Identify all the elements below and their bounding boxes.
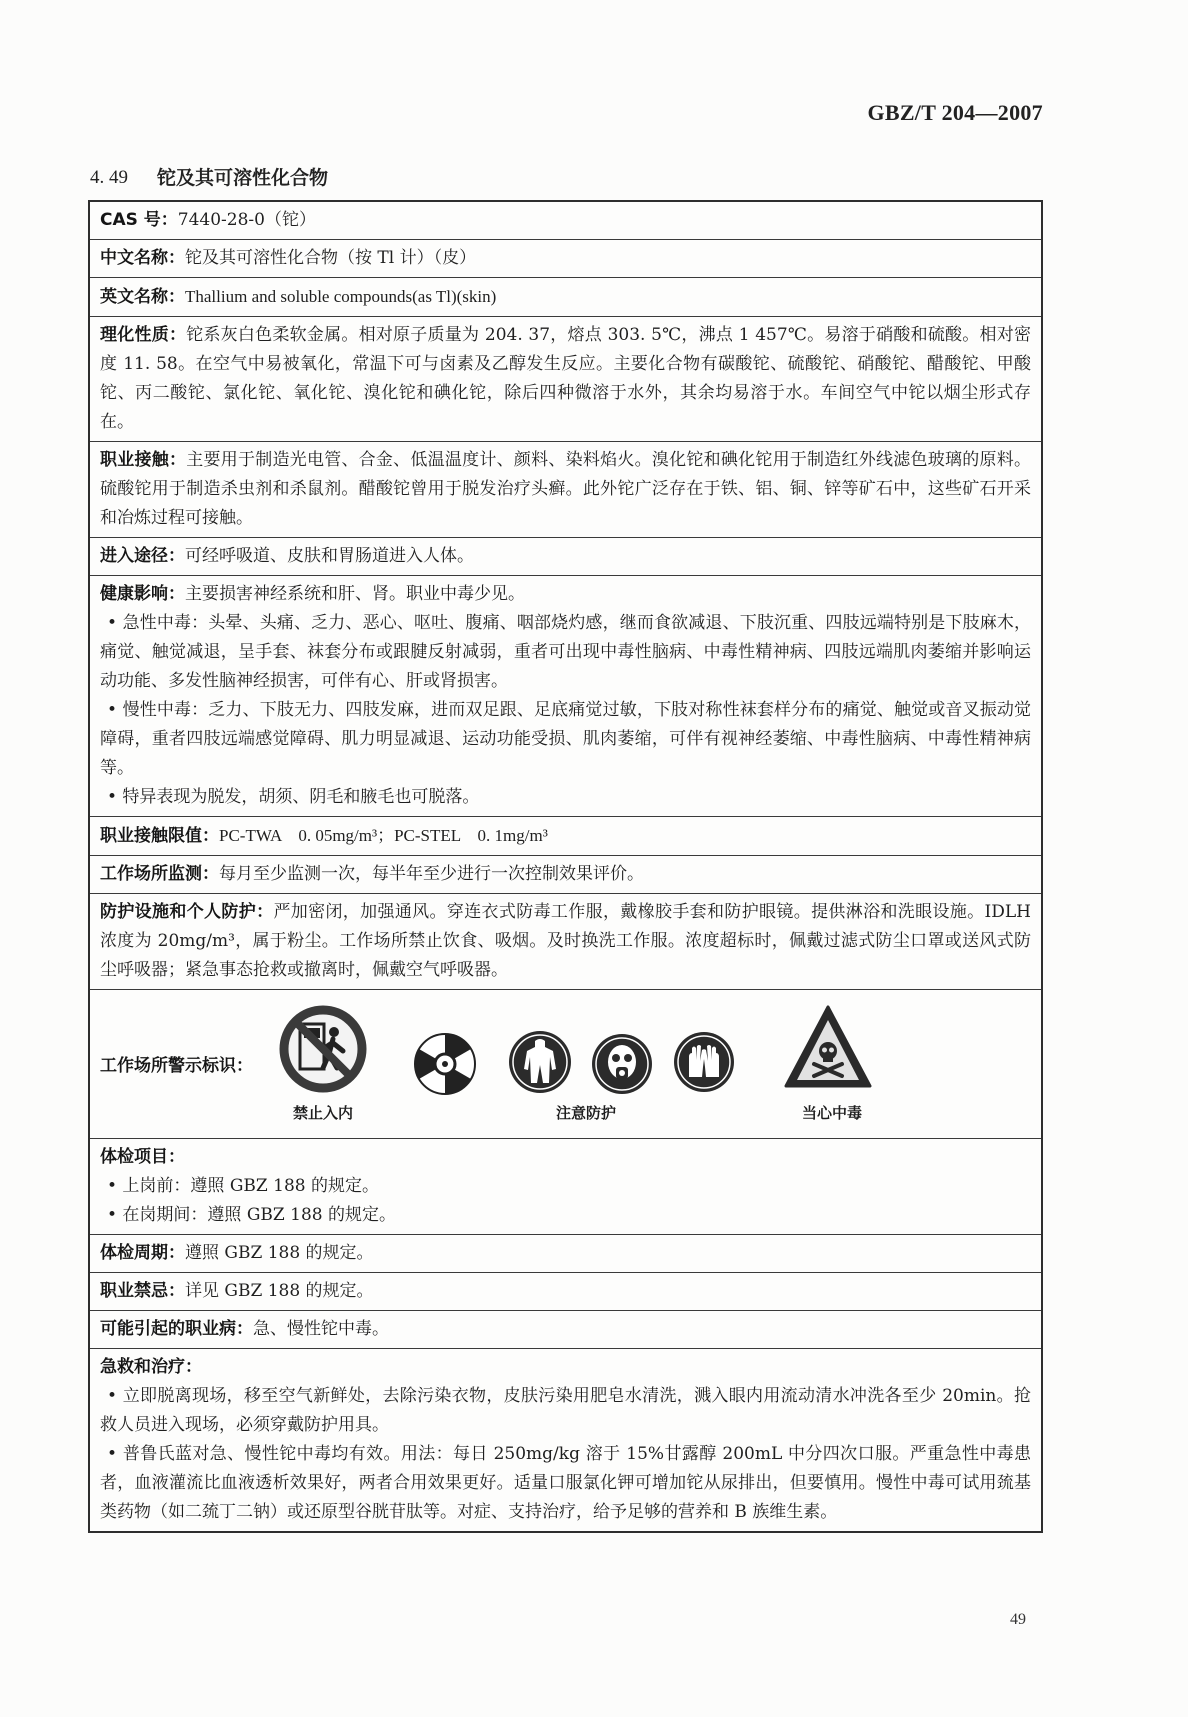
cas-value: 7440-28-0（铊） bbox=[177, 210, 316, 230]
exam-items-label: 体检项目： bbox=[100, 1147, 185, 1167]
section-number: 4. 49 bbox=[90, 167, 128, 188]
chinese-name-value: 铊及其可溶性化合物（按 Tl 计）（皮） bbox=[185, 248, 477, 268]
exam-period-label: 体检周期： bbox=[100, 1243, 185, 1263]
english-name-label: 英文名称： bbox=[100, 287, 185, 307]
row-contraindications bbox=[90, 1272, 1041, 1310]
health-value: 主要损害神经系统和肝、肾。职业中毒少见。 bbox=[185, 584, 525, 604]
exam-items-bullet-on-job: • 在岗期间：遵照 GBZ 188 的规定。 bbox=[107, 1205, 396, 1225]
row-entry-route bbox=[90, 537, 1041, 575]
health-intro bbox=[100, 580, 1031, 609]
gas-mask-icon bbox=[591, 1033, 653, 1095]
diseases-label: 可能引起的职业病： bbox=[100, 1319, 253, 1339]
protection-label: 防护设施和个人防护： bbox=[100, 902, 274, 922]
health-bullet-chronic: • 慢性中毒：乏力、下肢无力、四肢发麻，进而双足跟、足底痛觉过敏，下肢对称性袜套样分布的痛觉、触觉或音叉振动觉障碍，重者四肢远端感觉障碍、肌力明显减退、运动功能受损、肌肉萎缩，可伴有视神经萎缩、中毒性脑病、中毒性精神病等。 bbox=[100, 700, 1031, 778]
row-health-effects bbox=[90, 575, 1041, 816]
warning-signs-label: 工作场所警示标识： bbox=[100, 1056, 253, 1076]
chinese-name-label: 中文名称： bbox=[100, 248, 185, 268]
row-workplace-monitoring bbox=[90, 855, 1041, 893]
monitoring-label: 工作场所监测： bbox=[100, 864, 219, 884]
row-cas bbox=[90, 202, 1041, 239]
row-chinese-name bbox=[90, 239, 1041, 277]
cas-label: CAS 号： bbox=[100, 210, 178, 230]
section-title: 铊及其可溶性化合物 bbox=[157, 167, 329, 189]
protective-gloves-icon bbox=[673, 1031, 735, 1093]
properties-value: 铊系灰白色柔软金属。相对原子质量为 204. 37，熔点 303. 5℃，沸点 1 457℃。易溶于硝酸和硫酸。相对密度 11. 58。在空气中易被氧化，常温下可与卤素及乙醇发生反应。主要化合物有碳酸铊、硫酸铊、硝酸铊、醋酸铊、甲酸铊、丙二酸铊、氯化铊、氧化铊、溴化铊和碘化铊，除后四种微溶于水外，其余均易溶于水。车间空气中铊以烟尘形式存在。 bbox=[100, 325, 1032, 432]
exam-period-value: 遵照 GBZ 188 的规定。 bbox=[185, 1243, 374, 1263]
row-warning-signs bbox=[90, 989, 1041, 1138]
page-number: 49 bbox=[1010, 1611, 1026, 1628]
row-exposure-limits bbox=[90, 816, 1041, 855]
ventilation-icon bbox=[413, 1032, 477, 1096]
row-exam-period bbox=[90, 1234, 1041, 1272]
contraindications-label: 职业禁忌： bbox=[100, 1281, 185, 1301]
protective-suit-icon bbox=[507, 1029, 573, 1095]
caption-caution-protection: 注意防护 bbox=[555, 1104, 616, 1122]
exposure-label: 职业接触： bbox=[100, 450, 187, 470]
diseases-value: 急、慢性铊中毒。 bbox=[253, 1319, 389, 1339]
substance-info-table bbox=[88, 200, 1043, 1533]
limits-value: PC-TWA 0. 05mg/m³；PC-STEL 0. 1mg/m³ bbox=[219, 826, 548, 845]
row-occupational-exposure bbox=[90, 441, 1041, 537]
monitoring-value: 每月至少监测一次，每半年至少进行一次控制效果评价。 bbox=[219, 864, 644, 884]
caption-no-entry: 禁止入内 bbox=[292, 1104, 353, 1122]
exposure-value: 主要用于制造光电管、合金、低温温度计、颜料、染料焰火。溴化铊和碘化铊用于制造红外线滤色玻璃的原料。硫酸铊用于制造杀虫剂和杀鼠剂。醋酸铊曾用于脱发治疗头癣。此外铊广泛存在于铁、铝、铜、锌等矿石中，这些矿石开采和冶炼过程可接触。 bbox=[100, 450, 1032, 528]
exam-items-bullet-pre-job: • 上岗前：遵照 GBZ 188 的规定。 bbox=[107, 1176, 379, 1196]
row-english-name bbox=[90, 277, 1041, 316]
first-aid-bullet-2: • 普鲁氏蓝对急、慢性铊中毒均有效。用法：每日 250mg/kg 溶于 15%甘露醇 200mL 中分四次口服。严重急性中毒患者，血液灌流比血液透析效果好，两者合用效果更好。适量口服氯化钾可增加铊从尿排出，但要慎用。慢性中毒可试用巯基类药物（如二巯丁二钠）或还原型谷胱苷肽等。对症、支持治疗，给予足够的营养和 B 族维生素。 bbox=[100, 1444, 1031, 1522]
health-bullet-acute: • 急性中毒：头晕、头痛、乏力、恶心、呕吐、腹痛、咽部烧灼感，继而食欲减退、下肢沉重、四肢远端特别是下肢麻木，痛觉、触觉减退，呈手套、袜套分布或跟腱反射减弱，重者可出现中毒性脑病、中毒性精神病、四肢远端肌肉萎缩并影响运动功能、多发性脑神经损害，可伴有心、肝或肾损害。 bbox=[100, 613, 1031, 691]
caption-toxic-warning: 当心中毒 bbox=[801, 1104, 862, 1122]
protection-value: 严加密闭，加强通风。穿连衣式防毒工作服，戴橡胶手套和防护眼镜。提供淋浴和洗眼设施。IDLH 浓度为 20mg/m³，属于粉尘。工作场所禁止饮食、吸烟。及时换洗工作服。浓度超标时，佩戴过滤式防尘口罩或送风式防尘呼吸器；紧急事态抢救或撤离时，佩戴空气呼吸器。 bbox=[100, 902, 1031, 980]
route-value: 可经呼吸道、皮肤和胃肠道进入人体。 bbox=[185, 546, 474, 566]
health-label: 健康影响： bbox=[100, 584, 185, 604]
row-protection bbox=[90, 893, 1041, 989]
limits-label: 职业接触限值： bbox=[100, 826, 219, 846]
contraindications-value: 详见 GBZ 188 的规定。 bbox=[185, 1281, 374, 1301]
row-first-aid bbox=[90, 1348, 1041, 1531]
first-aid-label: 急救和治疗： bbox=[100, 1357, 202, 1377]
health-bullet-special: • 特异表现为脱发，胡须、阴毛和腋毛也可脱落。 bbox=[107, 787, 480, 807]
standard-code-header: GBZ/T 204—2007 bbox=[867, 100, 1043, 125]
toxic-warning-icon bbox=[783, 1004, 873, 1090]
first-aid-bullet-1: • 立即脱离现场，移至空气新鲜处，去除污染衣物，皮肤污染用肥皂水清洗，溅入眼内用流动清水冲洗各至少 20min。抢救人员进入现场，必须穿戴防护用具。 bbox=[100, 1386, 1031, 1435]
row-occupational-diseases bbox=[90, 1310, 1041, 1348]
row-properties bbox=[90, 316, 1041, 441]
properties-label: 理化性质： bbox=[100, 325, 187, 345]
english-name-value: Thallium and soluble compounds(as Tl)(skin) bbox=[185, 287, 497, 306]
no-entry-icon bbox=[278, 1004, 368, 1094]
route-label: 进入途径： bbox=[100, 546, 185, 566]
row-exam-items bbox=[90, 1138, 1041, 1234]
